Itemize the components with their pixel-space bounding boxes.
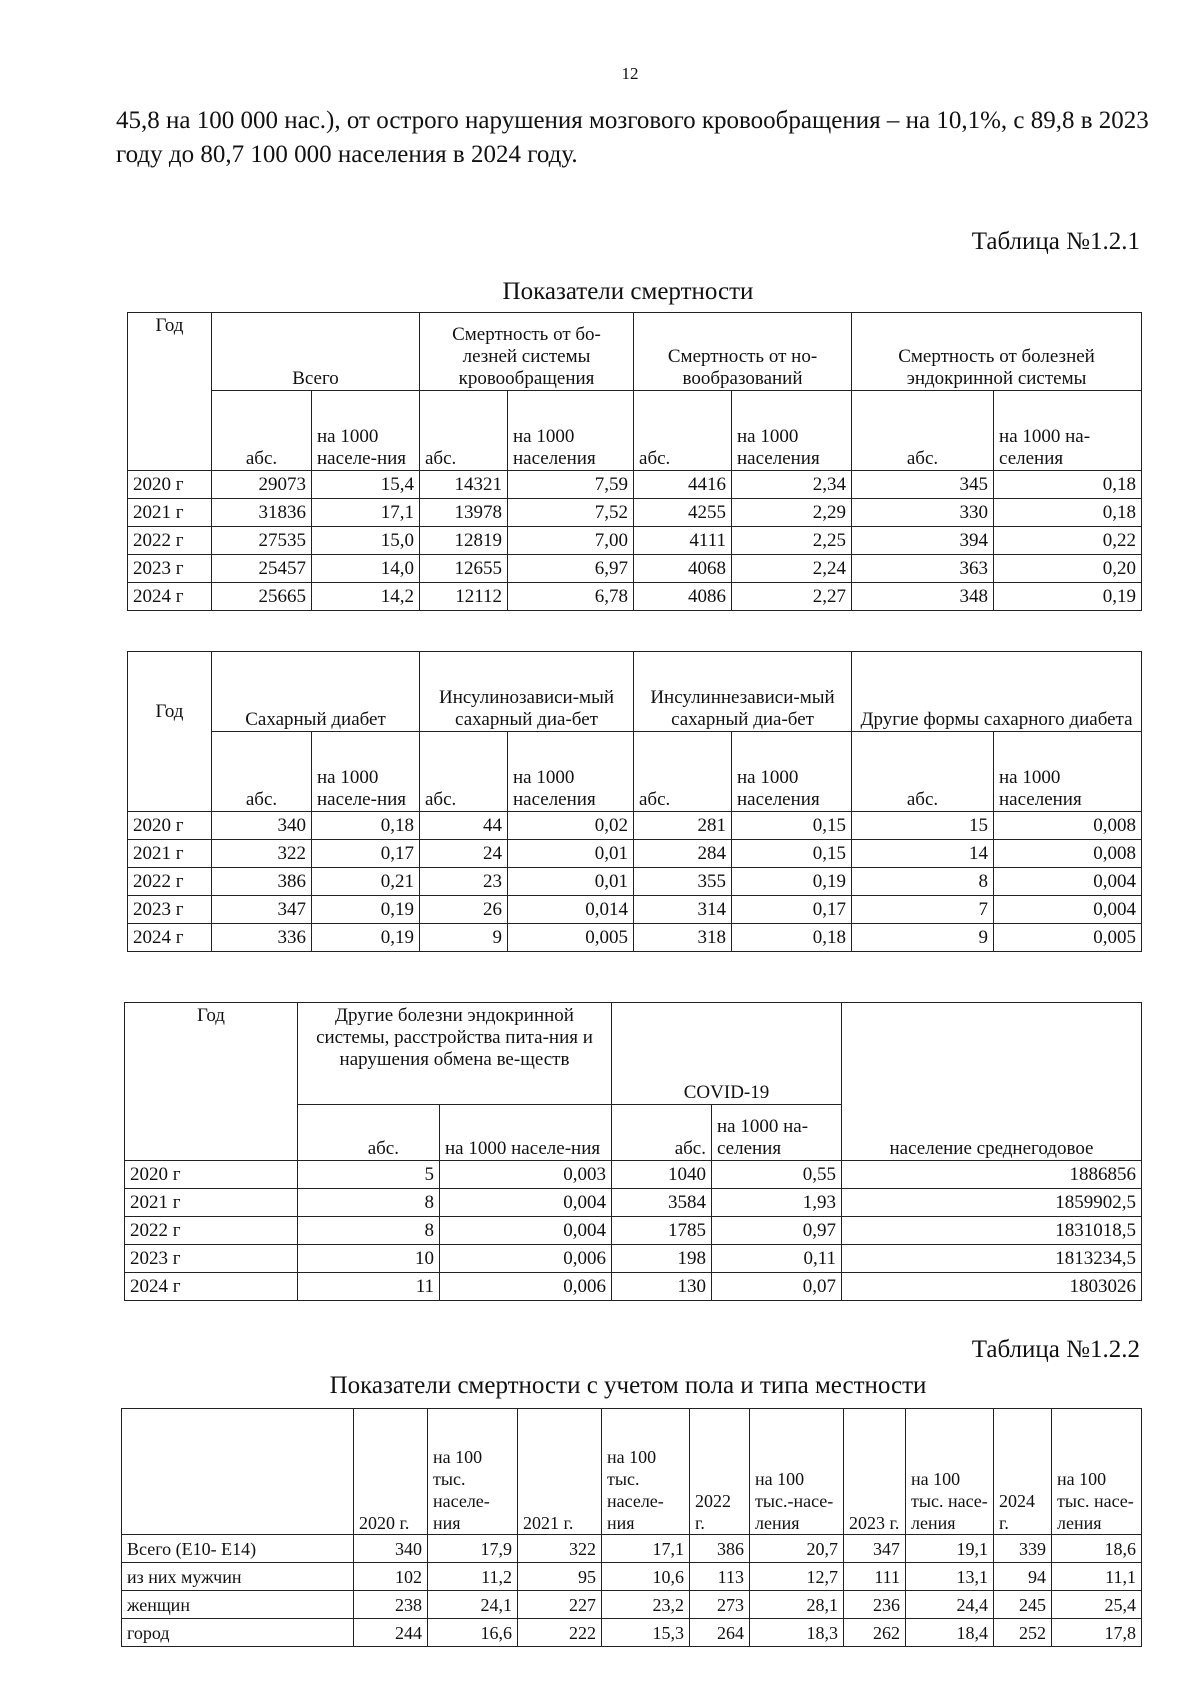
table-cell: 11	[298, 1273, 440, 1301]
table-cell: 7,59	[508, 471, 634, 499]
table-cell: 8	[298, 1217, 440, 1245]
rate-header: на 1000 на-селения	[712, 1105, 842, 1161]
table-cell: 0,19	[994, 583, 1142, 611]
table-cell: 6,97	[508, 555, 634, 583]
row-label: 2022 г	[128, 868, 212, 896]
row-label: женщин	[122, 1591, 354, 1619]
table-cell: 15,4	[312, 471, 420, 499]
table-cell: 18,4	[906, 1619, 994, 1647]
row-label: 2022 г	[128, 527, 212, 555]
row-label: город	[122, 1619, 354, 1647]
column-header: 2021 г.	[518, 1409, 602, 1535]
table-row	[128, 812, 1142, 840]
table-cell: 1859902,5	[842, 1189, 1142, 1217]
abs-header: абс.	[212, 732, 312, 812]
abs-header: абс.	[852, 391, 994, 471]
table-cell: 9	[420, 924, 508, 952]
mortality-table-part3	[124, 1002, 1142, 1301]
table-header-row	[122, 1409, 1142, 1535]
table-cell: 0,005	[508, 924, 634, 952]
empty-header	[122, 1409, 354, 1535]
table-cell: 12655	[420, 555, 508, 583]
table1-title: Показатели смертности	[502, 278, 754, 305]
table-cell: 0,18	[312, 812, 420, 840]
table-cell: 111	[844, 1563, 906, 1591]
table-cell: 0,15	[732, 840, 852, 868]
mortality-by-sex-table	[121, 1408, 1142, 1647]
table-cell: 336	[212, 924, 312, 952]
row-label: 2024 г	[128, 924, 212, 952]
row-label: 2022 г	[125, 1217, 298, 1245]
table-cell: 238	[354, 1591, 428, 1619]
row-label: 2024 г	[125, 1273, 298, 1301]
column-header: на 100 тыс.-насе-ления	[750, 1409, 844, 1535]
table-cell: 0,07	[712, 1273, 842, 1301]
table-cell: 5	[298, 1161, 440, 1189]
table-cell: 0,19	[312, 924, 420, 952]
table-cell: 29073	[212, 471, 312, 499]
table-cell: 0,005	[994, 924, 1142, 952]
table-cell: 24	[420, 840, 508, 868]
table-cell: 0,01	[508, 840, 634, 868]
table-cell: 18,6	[1052, 1535, 1142, 1563]
table-cell: 0,18	[994, 471, 1142, 499]
row-label: 2021 г	[128, 499, 212, 527]
table-cell: 0,004	[994, 868, 1142, 896]
table-cell: 1803026	[842, 1273, 1142, 1301]
table-cell: 8	[298, 1189, 440, 1217]
table-cell: 7,00	[508, 527, 634, 555]
rate-header: на 1000 населения	[732, 732, 852, 812]
table-cell: 4255	[634, 499, 732, 527]
group-header: Другие формы сахарного диабета	[852, 652, 1142, 732]
table-row	[128, 868, 1142, 896]
table-cell: 12,7	[750, 1563, 844, 1591]
table-cell: 314	[634, 896, 732, 924]
table-cell: 0,18	[994, 499, 1142, 527]
abs-header: абс.	[612, 1105, 712, 1161]
table-cell: 386	[212, 868, 312, 896]
table-row	[128, 924, 1142, 952]
table-cell: 0,17	[312, 840, 420, 868]
table-cell: 13,1	[906, 1563, 994, 1591]
abs-header: абс.	[420, 391, 508, 471]
table-cell: 12819	[420, 527, 508, 555]
table-cell: 44	[420, 812, 508, 840]
table-row	[128, 583, 1142, 611]
group-header: Другие болезни эндокринной системы, расстройства пита-ния и нарушения обмена ве-ществ	[298, 1003, 612, 1105]
table-cell: 355	[634, 868, 732, 896]
table-row	[125, 1217, 1142, 1245]
table-cell: 0,006	[440, 1245, 612, 1273]
table-row	[128, 555, 1142, 583]
table-row	[122, 1619, 1142, 1647]
table-cell: 24,1	[428, 1591, 518, 1619]
row-label: 2023 г	[125, 1245, 298, 1273]
row-label: 2023 г	[128, 555, 212, 583]
table-cell: 1,93	[712, 1189, 842, 1217]
table-cell: 0,11	[712, 1245, 842, 1273]
page-number: 12	[621, 64, 639, 83]
table-cell: 340	[354, 1535, 428, 1563]
abs-header: абс.	[298, 1105, 440, 1161]
table-cell: 0,004	[440, 1189, 612, 1217]
table-cell: 394	[852, 527, 994, 555]
table-cell: 284	[634, 840, 732, 868]
table-cell: 0,008	[994, 840, 1142, 868]
table-cell: 2,24	[732, 555, 852, 583]
row-label: 2023 г	[128, 896, 212, 924]
table-cell: 17,8	[1052, 1619, 1142, 1647]
table-cell: 339	[994, 1535, 1052, 1563]
abs-header: абс.	[420, 732, 508, 812]
table-cell: 236	[844, 1591, 906, 1619]
column-header: на 100 тыс. населе-ния	[602, 1409, 690, 1535]
table-cell: 0,17	[732, 896, 852, 924]
table-cell: 0,55	[712, 1161, 842, 1189]
row-label: 2021 г	[128, 840, 212, 868]
row-label: 2020 г	[128, 471, 212, 499]
table-cell: 281	[634, 812, 732, 840]
table-cell: 0,014	[508, 896, 634, 924]
rate-header: на 1000 населения	[994, 732, 1142, 812]
rate-header: на 1000 населения	[732, 391, 852, 471]
table-row	[128, 840, 1142, 868]
column-header: 2022 г.	[690, 1409, 750, 1535]
column-header: 2023 г.	[844, 1409, 906, 1535]
table-cell: 4086	[634, 583, 732, 611]
table-cell: 14321	[420, 471, 508, 499]
table-cell: 262	[844, 1619, 906, 1647]
table-cell: 6,78	[508, 583, 634, 611]
mortality-table-part1	[127, 312, 1142, 611]
table-cell: 28,1	[750, 1591, 844, 1619]
table-cell: 245	[994, 1591, 1052, 1619]
table-cell: 11,2	[428, 1563, 518, 1591]
year-header: Год	[128, 652, 212, 812]
row-label: 2020 г	[128, 812, 212, 840]
table-cell: 0,008	[994, 812, 1142, 840]
table-cell: 95	[518, 1563, 602, 1591]
table-cell: 10	[298, 1245, 440, 1273]
table-cell: 2,27	[732, 583, 852, 611]
table-cell: 15,0	[312, 527, 420, 555]
column-header: на 100 тыс. населе-ния	[428, 1409, 518, 1535]
table-cell: 244	[354, 1619, 428, 1647]
table-row	[122, 1563, 1142, 1591]
table-cell: 0,004	[994, 896, 1142, 924]
table-cell: 0,19	[732, 868, 852, 896]
table-cell: 0,006	[440, 1273, 612, 1301]
table-cell: 1785	[612, 1217, 712, 1245]
table-cell: 0,20	[994, 555, 1142, 583]
year-header: Год	[125, 1003, 298, 1161]
intro-paragraph: 45,8 на 100 000 нас.), от острого нарушения мозгового кровообращения – на 10,1%, с 89,8 в 2023 году до 80,7 100 000 населения в 2024 году.	[116, 107, 1149, 168]
table-cell: 15,3	[602, 1619, 690, 1647]
table-cell: 19,1	[906, 1535, 994, 1563]
table-row	[125, 1161, 1142, 1189]
column-header: на 100 тыс. насе-ления	[1052, 1409, 1142, 1535]
group-header: COVID-19	[612, 1003, 842, 1105]
group-header: Инсулинозависи-мый сахарный диа-бет	[420, 652, 634, 732]
group-header: Сахарный диабет	[212, 652, 420, 732]
group-header: Инсулиннезависи-мый сахарный диа-бет	[634, 652, 852, 732]
table-cell: 31836	[212, 499, 312, 527]
column-header: на 100 тыс. насе-ления	[906, 1409, 994, 1535]
table-cell: 322	[518, 1535, 602, 1563]
table-row	[128, 527, 1142, 555]
table-cell: 264	[690, 1619, 750, 1647]
table-cell: 2,34	[732, 471, 852, 499]
table-cell: 14	[852, 840, 994, 868]
table-cell: 24,4	[906, 1591, 994, 1619]
column-header: 2020 г.	[354, 1409, 428, 1535]
table-cell: 17,1	[312, 499, 420, 527]
table-cell: 330	[852, 499, 994, 527]
table-cell: 7	[852, 896, 994, 924]
group-header: Смертность от болезней эндокринной системы	[852, 313, 1142, 391]
table-row	[122, 1591, 1142, 1619]
table-cell: 23	[420, 868, 508, 896]
row-label: 2020 г	[125, 1161, 298, 1189]
abs-header: абс.	[212, 391, 312, 471]
table-cell: 9	[852, 924, 994, 952]
table-cell: 4068	[634, 555, 732, 583]
table-cell: 13978	[420, 499, 508, 527]
table2-title: Показатели смертности с учетом пола и типа местности	[329, 1372, 927, 1399]
table-cell: 322	[212, 840, 312, 868]
table2-caption: Таблица №1.2.2	[971, 1336, 1140, 1363]
abs-header: абс.	[634, 732, 732, 812]
abs-header: абс.	[634, 391, 732, 471]
rate-header: на 1000 на-селения	[994, 391, 1142, 471]
table-cell: 345	[852, 471, 994, 499]
table-cell: 0,22	[994, 527, 1142, 555]
table-cell: 1831018,5	[842, 1217, 1142, 1245]
table-cell: 0,004	[440, 1217, 612, 1245]
table-cell: 25,4	[1052, 1591, 1142, 1619]
table-cell: 386	[690, 1535, 750, 1563]
rate-header: на 1000 населе-ния	[312, 732, 420, 812]
table-cell: 2,25	[732, 527, 852, 555]
population-header: население среднегодовое	[842, 1003, 1142, 1161]
abs-header: абс.	[852, 732, 994, 812]
row-label: Всего (Е10- Е14)	[122, 1535, 354, 1563]
table-cell: 1886856	[842, 1161, 1142, 1189]
table-cell: 340	[212, 812, 312, 840]
table-row	[125, 1273, 1142, 1301]
table-cell: 12112	[420, 583, 508, 611]
table-cell: 0,97	[712, 1217, 842, 1245]
table-cell: 14,2	[312, 583, 420, 611]
table-cell: 10,6	[602, 1563, 690, 1591]
rate-header: на 1000 населения	[508, 732, 634, 812]
table-cell: 23,2	[602, 1591, 690, 1619]
table-row	[125, 1245, 1142, 1273]
rate-header: на 1000 населе-ния	[312, 391, 420, 471]
table-cell: 102	[354, 1563, 428, 1591]
mortality-table-part2	[127, 651, 1142, 952]
table-cell: 7,52	[508, 499, 634, 527]
table-row	[125, 1189, 1142, 1217]
table-row	[128, 896, 1142, 924]
table-cell: 130	[612, 1273, 712, 1301]
table-cell: 2,29	[732, 499, 852, 527]
column-header: 2024 г.	[994, 1409, 1052, 1535]
row-label: 2024 г	[128, 583, 212, 611]
rate-header: на 1000 населе-ния	[440, 1105, 612, 1161]
table-cell: 8	[852, 868, 994, 896]
table-cell: 1040	[612, 1161, 712, 1189]
table-cell: 15	[852, 812, 994, 840]
table-cell: 27535	[212, 527, 312, 555]
table-cell: 17,1	[602, 1535, 690, 1563]
table-cell: 347	[212, 896, 312, 924]
table-cell: 0,19	[312, 896, 420, 924]
table-cell: 1813234,5	[842, 1245, 1142, 1273]
table-cell: 0,21	[312, 868, 420, 896]
table-cell: 94	[994, 1563, 1052, 1591]
table-cell: 0,15	[732, 812, 852, 840]
group-header: Смертность от но-вообразований	[634, 313, 852, 391]
table-cell: 16,6	[428, 1619, 518, 1647]
table-cell: 11,1	[1052, 1563, 1142, 1591]
group-header: Смертность от бо-лезней системы кровообращения	[420, 313, 634, 391]
table-cell: 252	[994, 1619, 1052, 1647]
row-label: 2021 г	[125, 1189, 298, 1217]
table-cell: 4111	[634, 527, 732, 555]
table-cell: 14,0	[312, 555, 420, 583]
table-cell: 273	[690, 1591, 750, 1619]
table-cell: 318	[634, 924, 732, 952]
table-cell: 0,18	[732, 924, 852, 952]
table-row	[128, 471, 1142, 499]
table-cell: 222	[518, 1619, 602, 1647]
table-cell: 227	[518, 1591, 602, 1619]
table-cell: 25457	[212, 555, 312, 583]
table-cell: 20,7	[750, 1535, 844, 1563]
table-cell: 348	[852, 583, 994, 611]
table-cell: 0,01	[508, 868, 634, 896]
table-cell: 347	[844, 1535, 906, 1563]
group-header: Всего	[212, 313, 420, 391]
table-cell: 363	[852, 555, 994, 583]
year-header: Год	[128, 313, 212, 471]
table-cell: 198	[612, 1245, 712, 1273]
table-cell: 4416	[634, 471, 732, 499]
table-cell: 0,003	[440, 1161, 612, 1189]
table-cell: 17,9	[428, 1535, 518, 1563]
row-label: из них мужчин	[122, 1563, 354, 1591]
table-row	[122, 1535, 1142, 1563]
table-row	[128, 499, 1142, 527]
table-cell: 3584	[612, 1189, 712, 1217]
rate-header: на 1000 населения	[508, 391, 634, 471]
table-cell: 0,02	[508, 812, 634, 840]
table-cell: 18,3	[750, 1619, 844, 1647]
table1-caption: Таблица №1.2.1	[971, 228, 1140, 255]
table-cell: 26	[420, 896, 508, 924]
table-cell: 113	[690, 1563, 750, 1591]
table-cell: 25665	[212, 583, 312, 611]
